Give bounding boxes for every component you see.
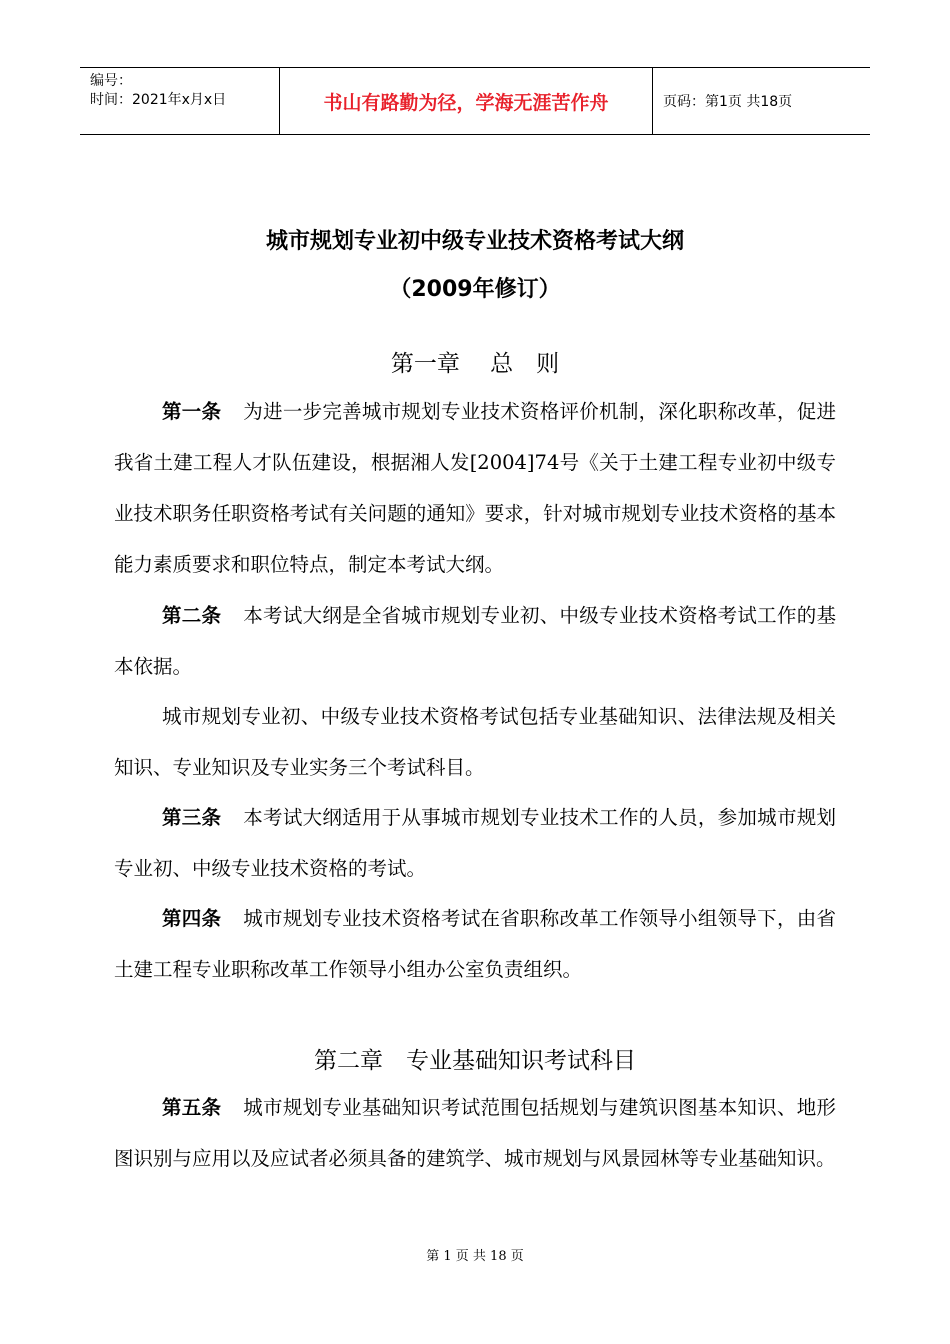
article-label: 第一条 bbox=[162, 400, 222, 423]
article-3 bbox=[114, 792, 836, 894]
article-2-continued bbox=[114, 691, 836, 793]
article-label: 第四条 bbox=[162, 907, 222, 930]
article-text: 城市规划专业技术资格考试在省职称改革工作领导小组领导下，由省土建工程专业职称改革工作领导小组办公室负责组织。 bbox=[114, 907, 836, 981]
document-title: 城市规划专业初中级专业技术资格考试大纲 bbox=[265, 229, 684, 254]
chapter-1-heading: 第一章 总 则 bbox=[390, 351, 560, 377]
document-time-label: 时间：2021年x月x日 bbox=[90, 92, 227, 108]
article-label: 第三条 bbox=[162, 806, 222, 829]
article-5 bbox=[114, 1082, 836, 1184]
article-text: 为进一步完善城市规划专业技术资格评价机制，深化职称改革，促进我省土建工程人才队伍建设，根据湘人发[2004]74号《关于土建工程专业初中级专业技术职务任职资格考试有关问题的通知》要求，针对城市规划专业技术资格的基本能力素质要求和职位特点，制定本考试大纲。 bbox=[114, 400, 836, 576]
header-meta bbox=[80, 68, 280, 134]
article-label: 第二条 bbox=[162, 604, 222, 627]
article-text: 城市规划专业初、中级专业技术资格考试包括专业基础知识、法律法规及相关知识、专业知识及专业实务三个考试科目。 bbox=[114, 705, 836, 779]
header-page-info: 页码：第1页 共18页 bbox=[663, 94, 793, 110]
chapter-2-heading: 第二章 专业基础知识考试科目 bbox=[314, 1048, 636, 1074]
article-text: 城市规划专业基础知识考试范围包括规划与建筑识图基本知识、地形图识别与应用以及应试者必须具备的建筑学、城市规划与风景园林等专业基础知识。 bbox=[114, 1096, 836, 1170]
page-footer: 第 1 页 共 18 页 bbox=[426, 1249, 524, 1264]
article-text: 本考试大纲是全省城市规划专业初、中级专业技术资格考试工作的基本依据。 bbox=[114, 604, 836, 678]
article-4 bbox=[114, 893, 836, 995]
article-1 bbox=[114, 386, 836, 590]
header-table bbox=[80, 67, 870, 135]
document-subtitle: （2009年修订） bbox=[389, 277, 561, 302]
article-2 bbox=[114, 590, 836, 692]
article-label: 第五条 bbox=[162, 1096, 222, 1119]
header-motto: 书山有路勤为径，学海无涯苦作舟 bbox=[280, 68, 653, 134]
article-text: 本考试大纲适用于从事城市规划专业技术工作的人员，参加城市规划专业初、中级专业技术资格的考试。 bbox=[114, 806, 836, 880]
document-number-label: 编号： bbox=[90, 73, 132, 89]
